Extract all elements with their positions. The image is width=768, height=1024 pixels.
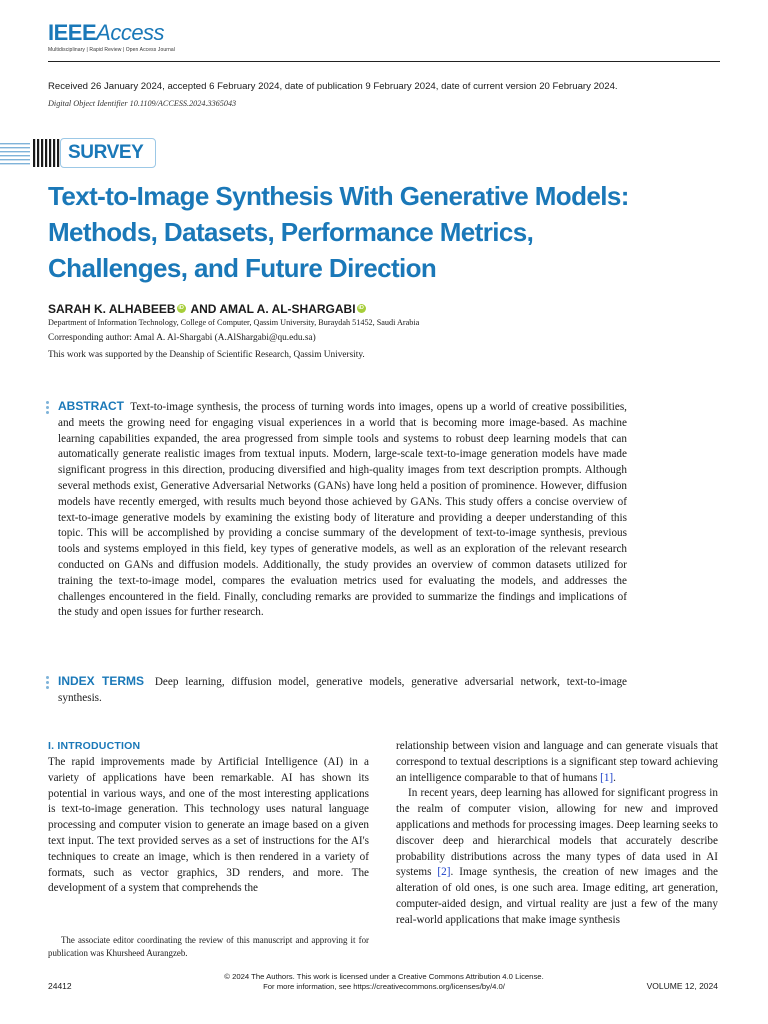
abstract-text: Text-to-image synthesis, the process of turning words into images, opens up a world of creative possibilities, and meets the growing need for engaging visual experiences in a world that is becoming more image-based. As machine learning capabilities expanded, the area progressed from simple tools and systems to robust deep learning models that can automatically generate realistic images from textual inputs. Modern, large-scale text-to-image generation models have made significant progress in this direction, producing diversified and high-quality images from text description prompts. Although several methods exist, Generative Adversarial Networks (GANs) have long held a position of prominence. However, diffusion models have recently emerged, with results much beyond those achieved by GANs. This study offers a concise overview of text-to-image generative models by examining the existing body of literature and providing a deeper understanding of this topic. This will be accomplished by providing a concise summary of the development of text-to-image synthesis, previous tools and systems employed in this field, key types of generative models, as well as an exploration of the relevant research conducted on GANs and diffusion models. Additionally, the study provides an overview of common datasets utilized for training the text-to-image model, compares the evaluation metrics used for evaluating the models, and addresses the challenges encountered in the field. Finally, concluding remarks are provided to summarize the findings and implications of the study and open issues for further research. [58,401,627,619]
paragraph-text: . [613,771,616,784]
license-line: © 2024 The Authors. This work is licensed under a Creative Commons Attribution 4.0 License. [224,972,544,981]
index-terms-marker-icon [46,676,50,691]
index-terms [58,674,627,707]
banner-stripes-icon [0,136,62,170]
received-dates: Received 26 January 2024, accepted 6 February 2024, date of publication 9 February 2024, date of current version 20 February 2024. [48,81,618,92]
citation-link[interactable]: [1] [600,771,614,784]
author-list [48,302,368,316]
header-rule [48,61,720,62]
article-type-banner [0,136,158,170]
affiliation: Department of Information Technology, College of Computer, Qassim University, Buraydah 51452, Saudi Arabia [48,318,420,327]
author-name: SARAH K. ALHABEEB [48,302,176,316]
intro-paragraph: The rapid improvements made by Artificial Intelligence (AI) in a variety of applications have been remarkable. AI has shown its potential in various ways, and one of the most interesting applications is text-to-image generation. This technology uses natural language processing and computer vision to generate an image based on a given text input. The text provided serves as a set of instructions for the AI's techniques to create an image, which is then rendered in a variety of formats, such as vector graphics, 3D renders, and more. The development of a system that comprehends the [48,756,369,895]
orcid-icon[interactable]: iD [358,305,364,311]
paragraph-text: In recent years, deep learning has allowed for significant progress in the realm of computer vision, allowing for new and improved applications and methods for processing images. Deep learning seeks to discover deep and hierarchical models that accurately describe probability distributions across the many types of data used in AI systems [396,787,718,879]
index-terms-heading: INDEX TERMS [58,674,145,688]
license-link[interactable]: For more information, see https://creativecommons.org/licenses/by/4.0/ [263,981,505,991]
title-line: Methods, Datasets, Performance Metrics, [48,217,534,247]
funding-statement: This work was supported by the Deanship of Scientific Research, Qassim University. [48,350,365,360]
index-terms-text: Deep learning, diffusion model, generative models, generative adversarial network, text-to-image synthesis. [58,676,628,704]
author-conjunction: AND [190,302,217,316]
paragraph-text: relationship between vision and language and can generate visuals that correspond to textual descriptions is a significant step toward achieving an intelligence comparable to that of humans [396,740,718,784]
article-type-box [60,138,156,168]
editor-footnote: The associate editor coordinating the review of this manuscript and approving it for publication was Khursheed Aurangzeb. [48,935,369,958]
citation-link[interactable]: [2] [437,866,451,879]
abstract-marker-icon [46,401,50,416]
journal-tagline: Multidisciplinary | Rapid Review | Open Access Journal [48,47,175,53]
journal-brand-italic: Access [96,20,165,45]
author-name: AMAL A. AL-SHARGABI [219,302,356,316]
page-number: 24412 [48,981,72,991]
paper-title [48,178,728,286]
intro-paragraph [396,739,718,786]
title-line: Text-to-Image Synthesis With Generative Models: [48,181,629,211]
journal-brand-bold: IEEE [48,20,97,45]
section-heading: I. INTRODUCTION [48,740,141,752]
right-column [396,739,718,929]
corresponding-author: Corresponding author: Amal A. Al-Shargabi (A.AlShargabi@qu.edu.sa) [48,333,316,343]
abstract-heading: ABSTRACT [58,399,124,413]
intro-paragraph [396,786,718,928]
orcid-icon[interactable]: iD [178,305,184,311]
doi: Digital Object Identifier 10.1109/ACCESS.2024.3365043 [48,99,237,108]
abstract [58,399,627,621]
volume-label: VOLUME 12, 2024 [646,981,718,991]
left-column [48,739,369,897]
title-line: Challenges, and Future Direction [48,253,437,283]
paragraph-text: . Image synthesis, the creation of new images and the alteration of old ones, is one such area. Image editing, art generation, computer-aided design, and virtual reality are just a few of the many real-world applications that make image synthesis [396,866,719,926]
article-type-label: SURVEY [68,142,144,163]
journal-brand [48,22,175,44]
journal-logo [48,22,175,53]
